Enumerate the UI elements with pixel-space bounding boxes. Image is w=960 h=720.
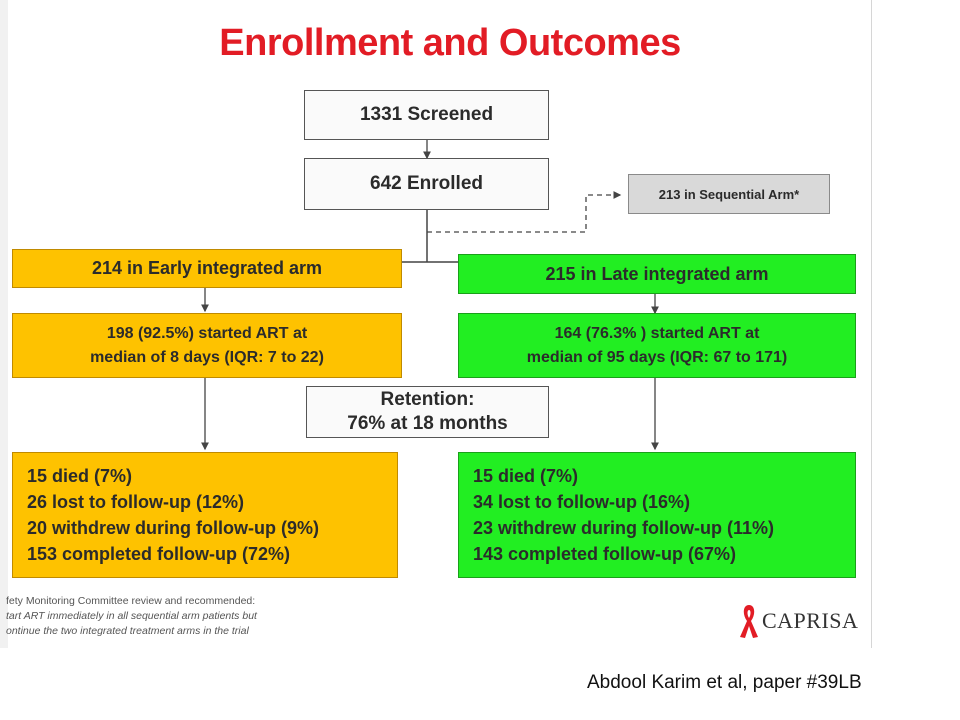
early-art-box	[12, 313, 402, 378]
sequential-arm-box: 213 in Sequential Arm*	[628, 174, 830, 214]
early-art-line1: 198 (92.5%) started ART at	[106, 324, 308, 342]
early-arm-box: 214 in Early integrated arm	[12, 249, 402, 288]
late-art-line1: 164 (76.3% ) started ART at	[554, 324, 760, 342]
late-arm-box: 215 in Late integrated arm	[458, 254, 856, 294]
early-outcome-died: 15 died (7%)	[27, 466, 133, 486]
slide-title: Enrollment and Outcomes	[219, 22, 681, 64]
late-outcomes-box	[458, 452, 856, 578]
footnote-line2: tart ART immediately in all sequential arm patients but	[6, 610, 257, 622]
footnote	[6, 594, 257, 639]
early-art-line2: median of 8 days (IQR: 7 to 22)	[90, 348, 324, 366]
early-outcome-withdrew: 20 withdrew during follow-up (9%)	[27, 518, 319, 538]
citation: Abdool Karim et al, paper #39LB	[587, 672, 862, 693]
early-outcome-lost: 26 lost to follow-up (12%)	[27, 492, 245, 512]
late-outcome-withdrew: 23 withdrew during follow-up (11%)	[473, 518, 775, 538]
late-outcome-lost: 34 lost to follow-up (16%)	[473, 492, 691, 512]
late-art-box	[458, 313, 856, 378]
late-outcome-completed: 143 completed follow-up (67%)	[473, 544, 737, 564]
late-art-line2: median of 95 days (IQR: 67 to 171)	[526, 348, 788, 366]
retention-line2: 76% at 18 months	[347, 413, 508, 434]
footnote-line1: fety Monitoring Committee review and recommended:	[6, 595, 256, 607]
retention-box	[306, 386, 549, 438]
late-outcome-died: 15 died (7%)	[473, 466, 579, 486]
screened-box: 1331 Screened	[304, 90, 549, 140]
early-outcome-completed: 153 completed follow-up (72%)	[27, 544, 291, 564]
enrolled-box: 642 Enrolled	[304, 158, 549, 210]
logo-text: CAPRISA	[762, 608, 859, 633]
retention-line1: Retention:	[380, 389, 475, 410]
red-ribbon-icon	[738, 602, 760, 640]
early-outcomes-box	[12, 452, 398, 578]
footnote-line3: ontinue the two integrated treatment arms in the trial	[6, 625, 249, 637]
caprisa-logo	[738, 602, 858, 640]
